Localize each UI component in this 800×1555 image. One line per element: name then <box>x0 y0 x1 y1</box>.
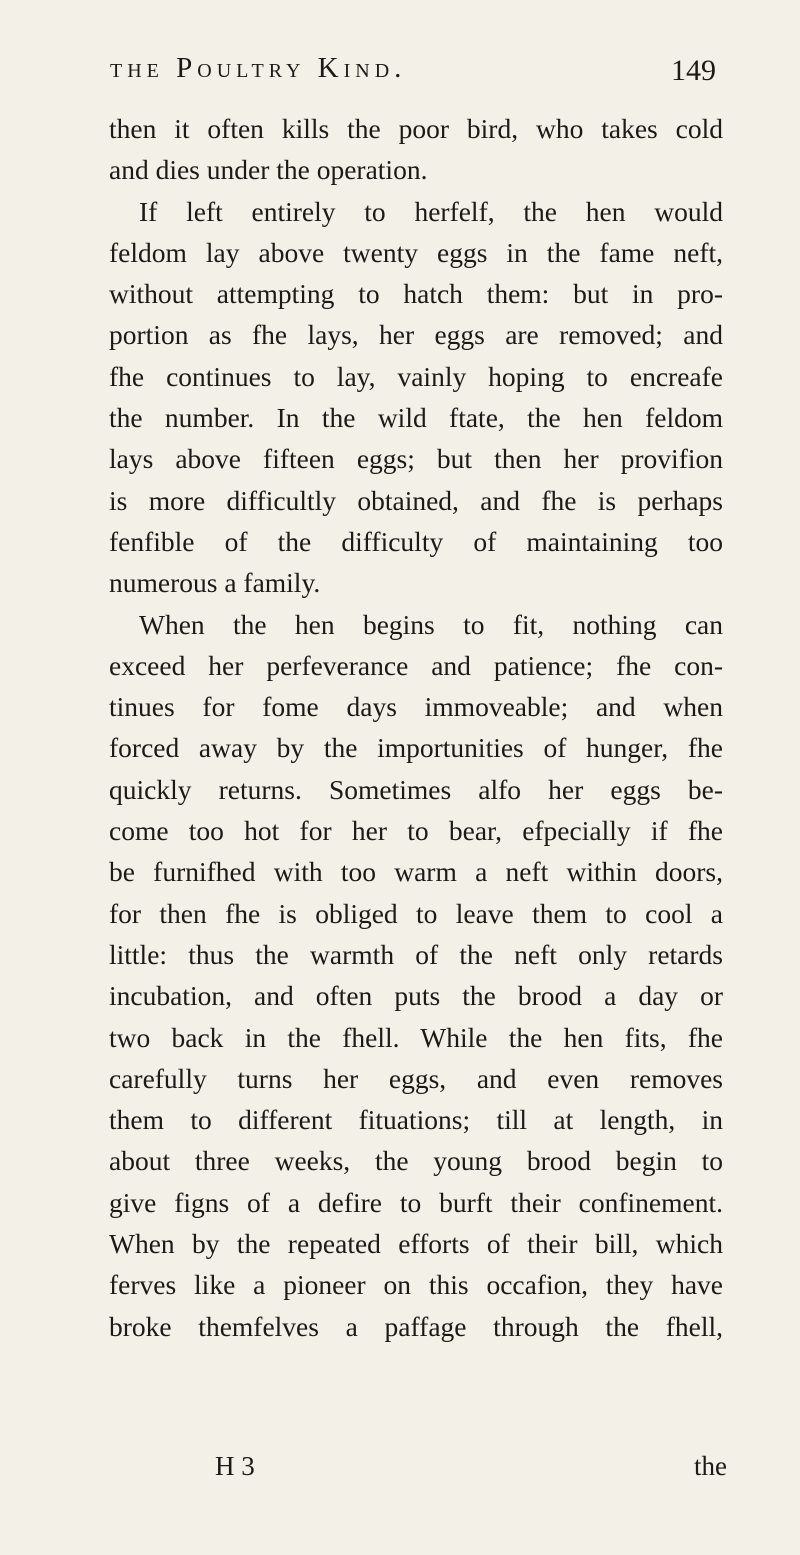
text-line: for then fhe is obliged to leave them to cool a <box>109 897 723 929</box>
text-line: ferves like a pioneer on this occafion, they have <box>109 1269 723 1301</box>
text-line: and dies under the operation. <box>109 154 428 186</box>
text-line: then it often kills the poor bird, who takes cold <box>109 113 723 144</box>
text-line: little: thus the warmth of the neft only retards <box>109 938 723 970</box>
text-line: feldom lay above twenty eggs in the fame neft, <box>109 236 723 268</box>
text-line: portion as fhe lays, her eggs are removed; and <box>109 319 723 351</box>
signature-mark: H 3 <box>215 1451 255 1481</box>
text-line: them to different fituations; till at length, in <box>109 1104 723 1136</box>
text-line: come too hot for her to bear, efpecially if fhe <box>109 815 723 847</box>
text-line: fenfible of the difficulty of maintaining too <box>109 525 723 557</box>
page-footer <box>109 1451 727 1491</box>
text-line: tinues for fome days immoveable; and when <box>109 691 723 723</box>
text-line: fhe continues to lay, vainly hoping to encreafe <box>109 360 723 392</box>
text-line: quickly returns. Sometimes alfo her eggs be- <box>109 773 723 805</box>
text-line: about three weeks, the young brood begin to <box>109 1145 723 1177</box>
text-line: two back in the fhell. While the hen fits, fhe <box>109 1021 723 1053</box>
catchword: the <box>694 1451 727 1481</box>
text-line: the number. In the wild ftate, the hen feldom <box>109 402 723 434</box>
text-line: When the hen begins to fit, nothing can <box>139 608 723 640</box>
running-title: the Poultry Kind. <box>110 52 407 84</box>
text-line: broke themfelves a paffage through the fhell, <box>109 1310 723 1342</box>
text-line: numerous a family. <box>109 567 321 599</box>
text-line: carefully turns her eggs, and even removes <box>109 1062 723 1094</box>
text-line: If left entirely to herfelf, the hen would <box>139 195 723 227</box>
text-line: exceed her perfeverance and patience; fhe con- <box>109 649 723 681</box>
text-line: When by the repeated efforts of their bill, which <box>109 1228 723 1260</box>
text-line: lays above fifteen eggs; but then her provifion <box>109 443 723 475</box>
running-head <box>110 52 716 96</box>
text-line: without attempting to hatch them: but in pro- <box>109 278 723 310</box>
page-number: 149 <box>671 54 716 87</box>
body-text <box>109 108 723 1347</box>
text-line: incubation, and often puts the brood a day or <box>109 980 723 1012</box>
text-line: be furnifhed with too warm a neft within doors, <box>109 856 723 888</box>
text-line: forced away by the importunities of hunger, fhe <box>109 732 723 764</box>
text-line: is more difficultly obtained, and fhe is perhaps <box>109 484 723 516</box>
text-line: give figns of a defire to burft their confinement. <box>109 1186 723 1218</box>
